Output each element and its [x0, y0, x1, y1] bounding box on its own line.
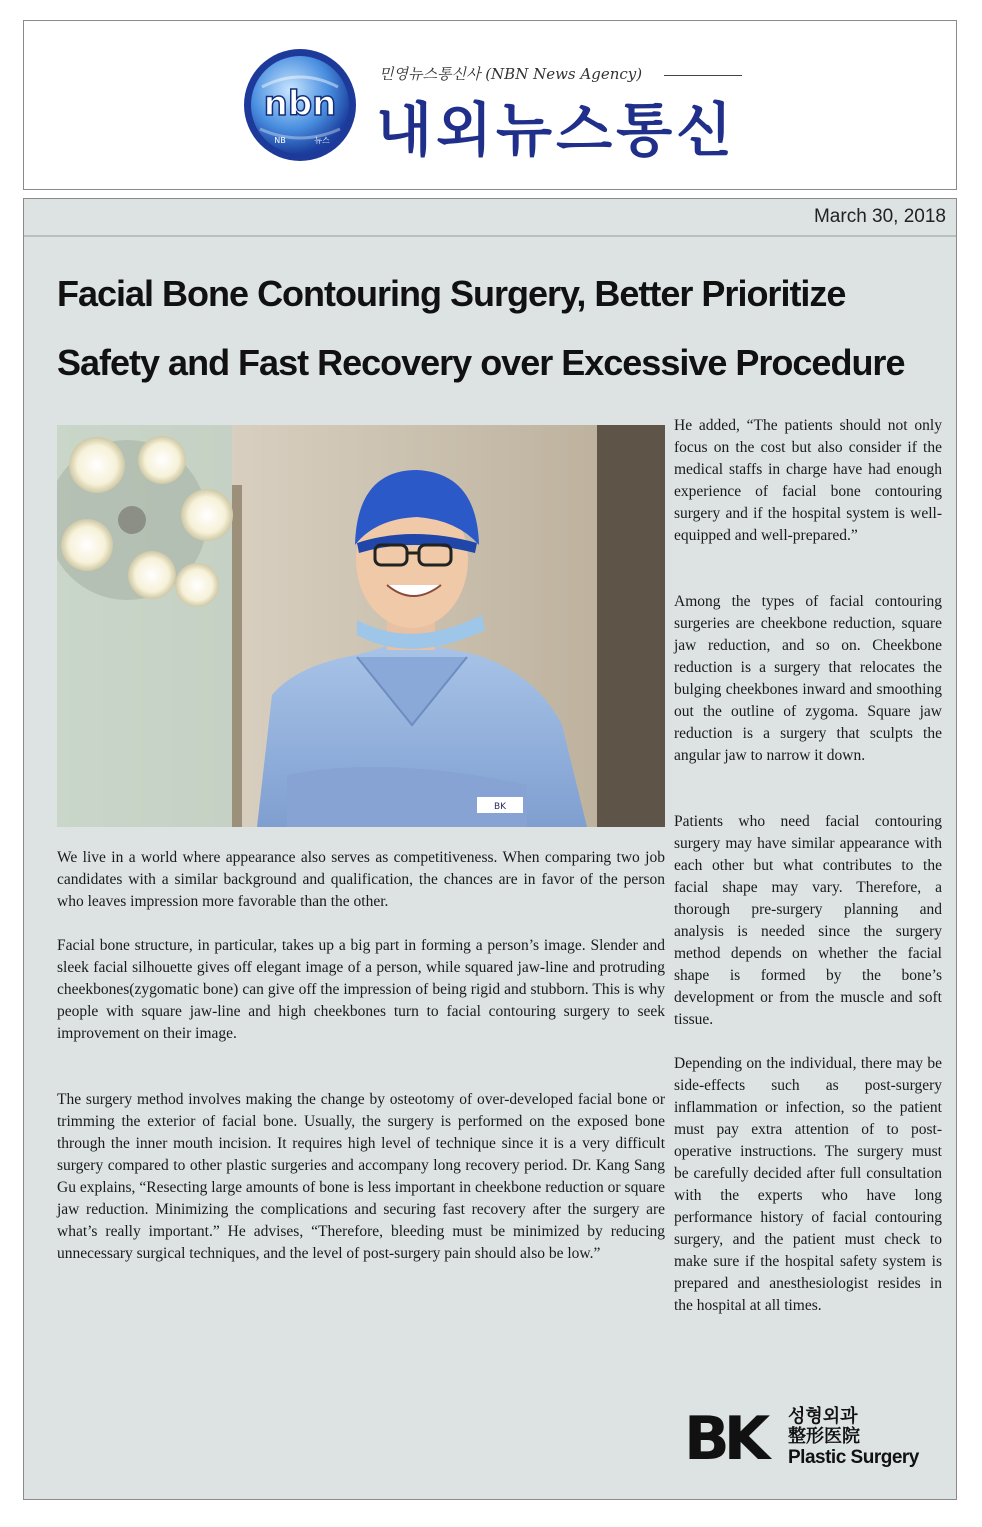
date-bar [24, 199, 956, 237]
right-paragraph-2: Among the types of facial contouring surgeries are cheekbone reduction, square jaw reduction, and so on. Cheekbone reduction is a surgery that relocates the bulging cheekbones inward and smoothing out the outline of zygoma. Square jaw reduction is a surgery that sculpts the angular jaw to narrow it down. [674, 593, 942, 764]
right-paragraph-3: Patients who need facial contouring surgery may have similar appearance with each other but what contributes to the facial shape may vary. Therefore, a thorough pre-surgery planning and analysis is needed since the surgery method depends on whether the facial shape is formed by the bone’s development or from the muscle and soft tissue. [674, 813, 942, 1028]
logo-small-right: 뉴스 [314, 136, 330, 145]
masthead [23, 20, 957, 190]
bk-hanja-name: 整形医院 [788, 1426, 860, 1447]
bk-english-name: Plastic Surgery [788, 1447, 919, 1468]
bk-plastic-surgery-logo [684, 1404, 934, 1477]
surgeon-photo-illustration [57, 425, 665, 827]
headline-line-1: Facial Bone Contouring Surgery, Better Prioritize [57, 273, 846, 314]
nbn-globe-icon [242, 47, 358, 163]
photo-badge-text: BK [493, 802, 507, 812]
left-paragraph-2: Facial bone structure, in particular, takes up a big part in forming a person’s image. Slender and sleek facial silhouette gives off elegant image of a person, while squared jaw-line and protruding cheekbones(zygomatic bone) can give off the impression of being rigid and stubborn. This is why people with square jaw-line and high cheekbones turn to facial contouring surgery to seek improvement on their image. [57, 937, 665, 1042]
logo-text: nbn [263, 84, 337, 124]
left-paragraph-3: The surgery method involves making the change by osteotomy of over-developed facial bone or trimming the exterior of facial bone. Usually, the surgery is performed on the exposed bone through the inner mouth incision. It requires high level of technique since it is a very difficult surgery compared to other plastic surgeries and accompany long recovery period. Dr. Kang Sang Gu explains, “Resecting large amounts of bone is less important in cheekbone reduction or square jaw reduction. Minimizing the complications and securing fast recovery after the surgery are what’s really important.” He advises, “Therefore, bleeding must be minimized by reducing unnecessary surgical techniques, and the level of post-surgery pain should also be low.” [57, 1091, 665, 1262]
left-paragraph-1: We live in a world where appearance also serves as competitiveness. When comparing two job candidates with a similar background and qualification, the chances are in favor of the person who leaves impression more favorable than the other. [57, 849, 665, 910]
right-paragraph-1: He added, “The patients should not only focus on the cost but also consider if the medical staffs in charge have had enough experience of facial bone contouring surgery and if the hospital system is well-equipped and well-prepared.” [674, 417, 942, 544]
headline-line-2: Safety and Fast Recovery over Excessive Procedure [57, 342, 905, 383]
right-paragraph-4: Depending on the individual, there may be side-effects such as post-surgery inflammation or infection, so the patient must pay extra attention of to post-operative instructions. The surgery must be carefully decided after full consultation with the experts who have long performance history of facial contouring surgery, and the patient must check to make sure if the hospital safety system is prepared and anesthesiologist resides in the hospital at all times. [674, 1055, 942, 1314]
bk-korean-name: 성형외과 [788, 1406, 858, 1427]
article-date: March 30, 2018 [813, 206, 946, 227]
agency-divider [664, 75, 742, 76]
logo-small-left: NB [274, 136, 286, 145]
agency-title: 내외뉴스통신 [376, 96, 737, 164]
article-panel [23, 198, 957, 1500]
bk-mark: BK [684, 1404, 765, 1474]
nbn-logo [242, 47, 358, 163]
agency-subtitle: 민영뉴스통신사 (NBN News Agency) [379, 65, 643, 83]
surgeon-photo [57, 425, 665, 827]
